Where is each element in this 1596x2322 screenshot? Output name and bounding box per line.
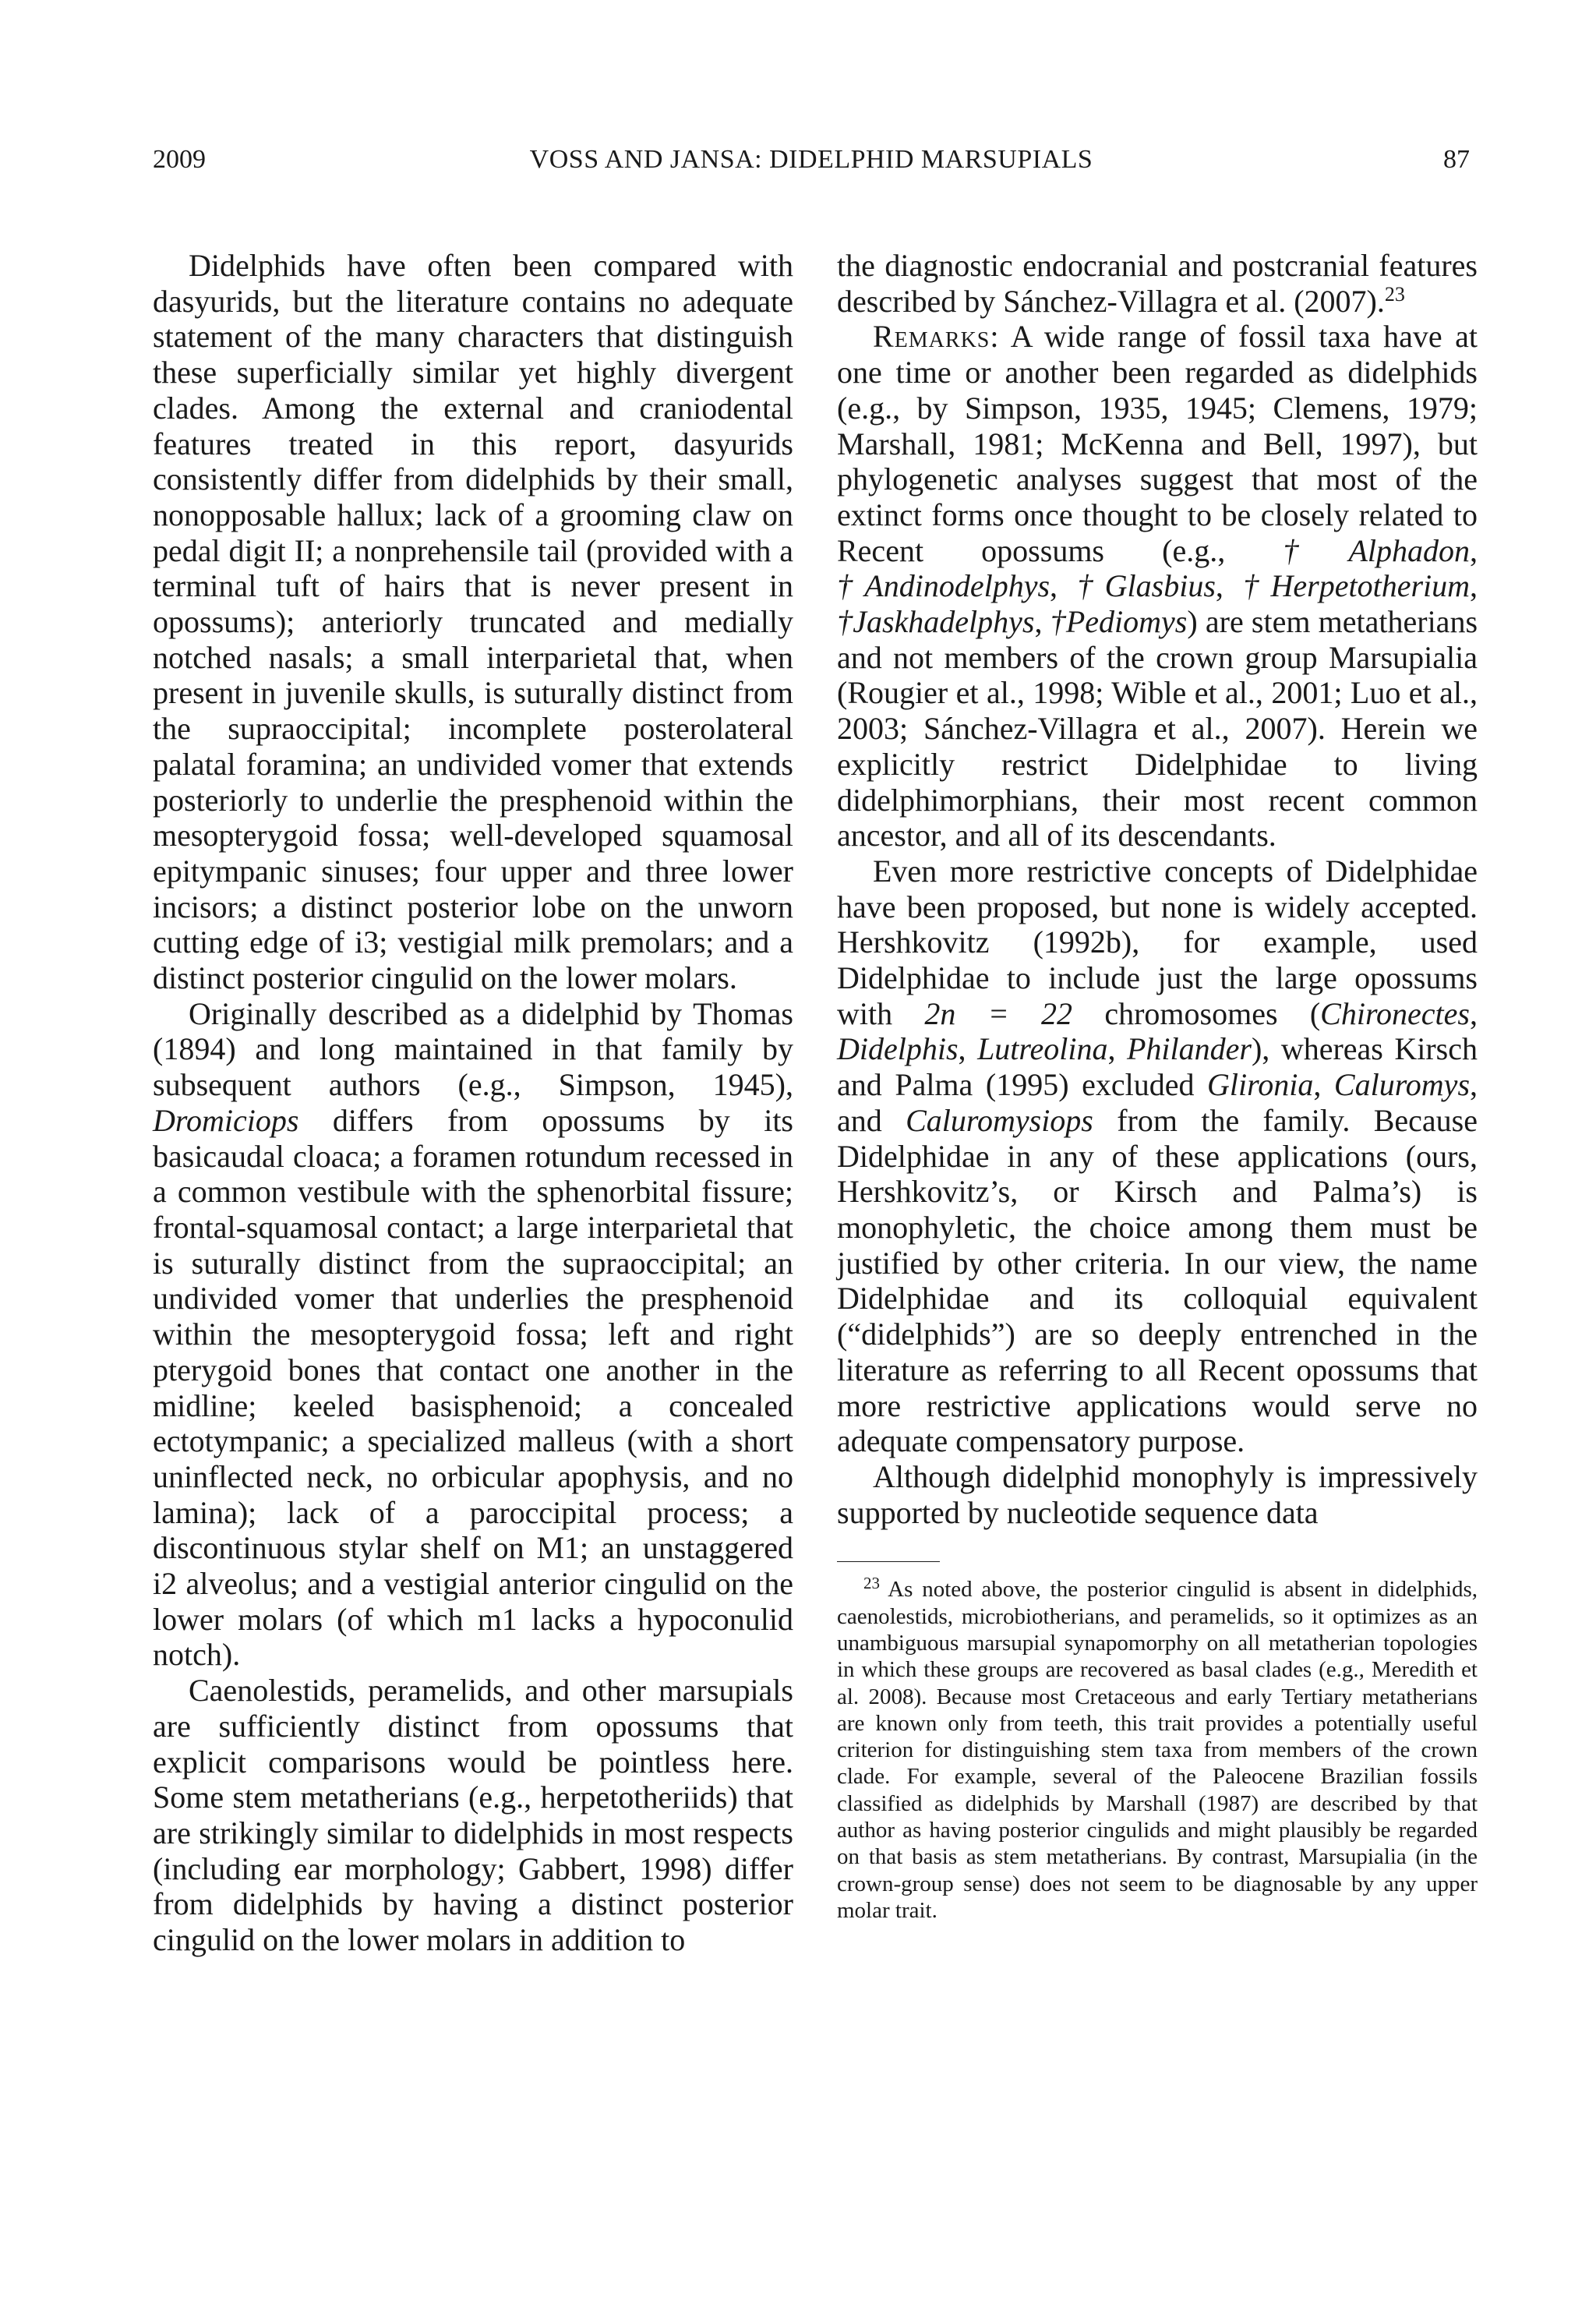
genus-name: Dromiciops: [153, 1102, 299, 1138]
genus-name: Chironectes: [1320, 995, 1470, 1031]
genus-name: Didelphis: [837, 1031, 959, 1067]
genus-name: Philander: [1127, 1031, 1252, 1067]
fossil-taxon: †Glasbius: [1077, 568, 1216, 604]
genus-name: Glironia: [1207, 1067, 1314, 1103]
header-year: 2009: [153, 145, 206, 174]
paragraph-monophyly: Although didelphid monophyly is impressively supported by nucleotide sequence data: [837, 1458, 1478, 1530]
chromosome-formula: 2n = 22: [924, 995, 1073, 1031]
fossil-taxon: †Jaskhadelphys: [837, 604, 1035, 640]
footnote-divider: [837, 1561, 940, 1562]
fossil-taxon: †Andinodelphys: [837, 568, 1050, 604]
genus-name: Caluromysiops: [906, 1102, 1093, 1138]
fossil-taxon: †Alphadon: [1283, 532, 1470, 568]
remarks-label: Remarks:: [873, 319, 1000, 355]
paragraph-restrictive-concepts: Even more restrictive concepts of Didelphidae have been proposed, but none is widely accepted. Hershkovitz (1992b), for example, used Didelphidae to include just the large opossums with 2n = 22 chromosomes (Chironectes, Didelphis, Lutreolina, Philander), whereas Kirsch and Palma (1995) excluded Glironia, Caluromys, and Caluromysiops from the family. Because Didelphidae in any of these applications (ours, Hershkovitz’s, or Kirsch and Palma’s) is monophyletic, the choice among them must be justified by other criteria. In our view, the name Didelphidae and its colloquial equivalent (“didelphids”) are so deeply entrenched in the literature as referring to all Recent opossums that more restrictive applications would serve no adequate compensatory purpose.: [837, 853, 1478, 1459]
footnote-23: $^{23}$ As noted above, the posterior cingulid is absent in didelphids, caenolestids, microbiotherians, and peramelids, so it optimizes as an unambiguous marsupial synapomorphy on all metatherian topologies in which these groups are recovered as basal clades (e.g., Meredith et al. 2008). Because most Cretaceous and early Tertiary metatherians are known only from teeth, this trait provides a potentially useful criterion for distinguishing stem taxa from members of the crown clade. For example, several of the Paleocene Brazilian fossils classified as didelphids by Marshall (1987) are described by that author as having posterior cingulids and might plausibly be regarded on that basis as stem metatherians. By contrast, Marsupialia (in the crown-group sense) does not seem to be diagnosable by any upper molar trait.: [837, 1574, 1478, 1923]
left-column: [153, 248, 793, 1958]
footnote-ref: 23: [1384, 282, 1405, 306]
genus-name: Lutreolina: [977, 1031, 1108, 1067]
paragraph-dasyurid-comparison: Didelphids have often been compared with dasyurids, but the literature contains no adequate statement of the many characters that distinguish these superficially similar yet highly divergent clades. Among the external and craniodental features treated in this report, dasyurids consistently differ from didelphids by their small, nonopposable hallux; lack of a grooming claw on pedal digit II; a nonprehensile tail (provided with a terminal tuft of hairs that is never present in opossums); anteriorly truncated and medially notched nasals; a small interparietal that, when present in juvenile skulls, is suturally distinct from the supraoccipital; incomplete posterolateral palatal foramina; an undivided vomer that extends posteriorly to underlie the presphenoid within the mesopterygoid fossa; well-developed squamosal epitympanic sinuses; four upper and three lower incisors; a distinct posterior lobe on the unworn cutting edge of i3; vestigial milk premolars; and a distinct posterior cingulid on the lower molars.: [153, 248, 793, 996]
paragraph-remarks: Remarks: A wide range of fossil taxa have at one time or another been regarded as didelphids (e.g., by Simpson, 1935, 1945; Clemens, 1979; Marshall, 1981; McKenna and Bell, 1997), but phylogenetic analyses suggest that most of the extinct forms once thought to be closely related to Recent opossums (e.g., †Alphadon, †Andinodelphys, †Glasbius, †Herpetotherium, †Jaskhadelphys, †Pediomys) are stem metatherians and not members of the crown group Marsupialia (Rougier et al., 1998; Wible et al., 2001; Luo et al., 2003; Sánchez-Villagra et al., 2007). Herein we explicitly restrict Didelphidae to living didelphimorphians, their most recent common ancestor, and all of its descendants.: [837, 319, 1478, 854]
page-number: 87: [1443, 145, 1470, 174]
footnote-number: 23: [863, 1574, 880, 1593]
fossil-taxon: †Herpetotherium: [1243, 568, 1471, 604]
genus-name: Caluromys: [1333, 1067, 1471, 1103]
paragraph-dromiciops: Originally described as a didelphid by Thomas (1894) and long maintained in that family by subsequent authors (e.g., Simpson, 1945), Dromiciops differs from opossums by its basicaudal cloaca; a foramen rotundum recessed in a common vestibule with the sphenorbital fissure; frontal-squamosal contact; a large interparietal that is suturally distinct from the supraoccipital; an undivided vomer that underlies the presphenoid within the mesopterygoid fossa; left and right pterygoid bones that contact one another in the midline; keeled basisphenoid; a concealed ectotympanic; a specialized malleus (with a short uninflected neck, no orbicular apophysis, and no lamina); lack of a paroccipital process; a discontinuous stylar shelf on M1; an unstaggered i2 alveolus; and a vestigial anterior cingulid on the lower molars (of which m1 lacks a hypoconulid notch).: [153, 995, 793, 1673]
paragraph-continuation: the diagnostic endocranial and postcranial features described by Sánchez-Villagra et al. (2007).$^{23}$: [837, 248, 1478, 319]
paragraph-caenolestids: Caenolestids, peramelids, and other marsupials are sufficiently distinct from opossums that explicit comparisons would be pointless here. Some stem metatherians (e.g., herpetotheriids) that are strikingly similar to didelphids in most respects (including ear morphology; Gabbert, 1998) differ from didelphids by having a distinct posterior cingulid on the lower molars in addition to: [153, 1673, 793, 1958]
running-title: VOSS AND JANSA: DIDELPHID MARSUPIALS: [529, 145, 1093, 174]
running-header: [153, 145, 1470, 182]
fossil-taxon: †Pediomys: [1050, 604, 1188, 640]
right-column: [837, 248, 1478, 1924]
